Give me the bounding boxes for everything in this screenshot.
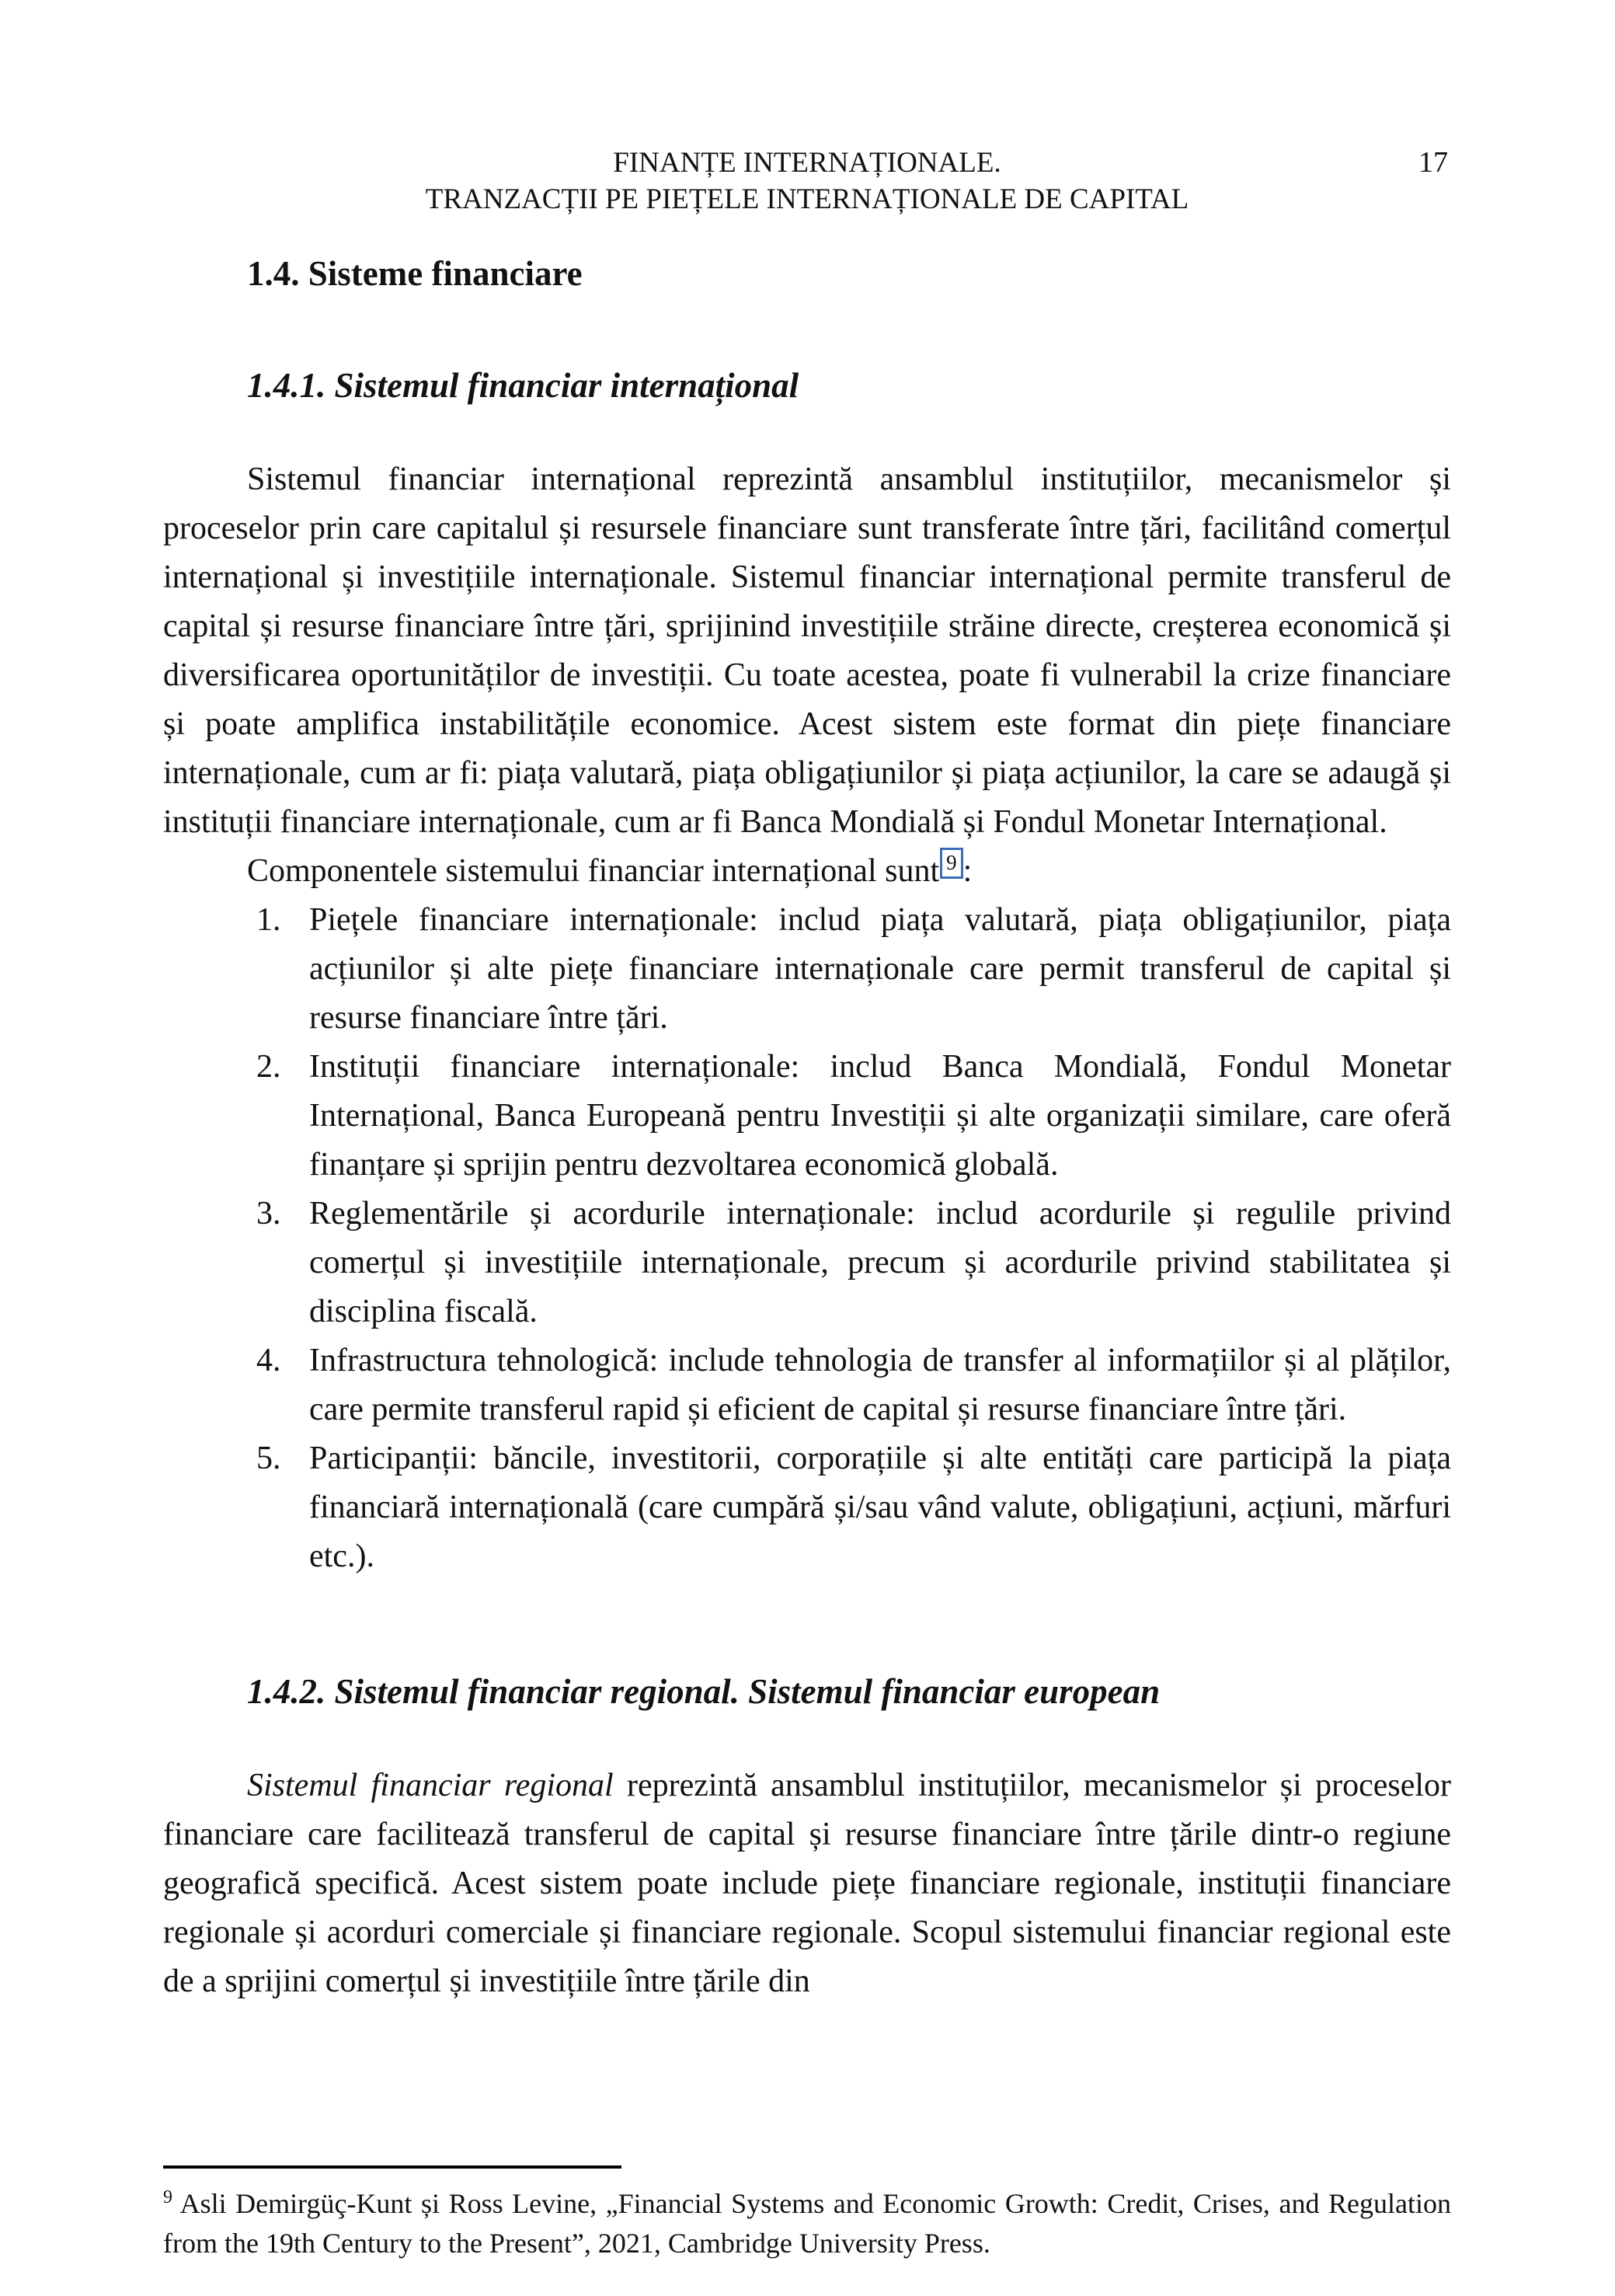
list-item-2 [256,1043,1451,1190]
footnote-ref-link[interactable]: 9 [940,848,963,879]
page-header [163,145,1451,218]
footnote-area [163,2165,1451,2263]
page-number: 17 [1418,146,1448,179]
components-list [163,896,1451,1581]
subsection-2-title: 1.4.2. Sistemul financiar regional. Sistemul financiar european [247,1672,1161,1711]
list-item-5-number: 5. [256,1441,281,1476]
components-tail-text: : [962,853,973,889]
list-item-1-text: Piețele financiare internaționale: includ piața valutară, piața obligațiunilor, piața acțiunilor și alte piețe financiare internaționale care permit transferul de capital și resurse financiare între țări. [309,902,1451,1036]
list-item-4-text: Infrastructura tehnologică: include tehnologia de transfer al informațiilor și al plăților, care permite transferul rapid și eficient de capital și resurse financiare între țări. [309,1343,1451,1427]
paragraph-components-lead-in [163,847,1451,896]
list-item-2-text: Instituții financiare internaționale: includ Banca Mondială, Fondul Monetar Internațional, Banca Europeană pentru Investiții și alte organizații similare, care oferă finanțare și sprijin pentru dezvoltarea economică globală. [309,1049,1451,1183]
list-item-4 [256,1336,1451,1434]
section-title: 1.4. Sisteme financiare [247,254,583,293]
list-item-1 [256,896,1451,1043]
list-item-4-number: 4. [256,1343,281,1378]
footnote-body-text: Asli Demirgüç-Kunt și Ross Levine, „Financial Systems and Economic Growth: Credit, Crises, and Regulation from the 19th Century to the Present”, 2021, Cambridge University Press. [163,2188,1451,2259]
regional-lead-italic: Sistemul financiar regional [247,1768,614,1803]
footnote-marker: 9 [163,2187,172,2207]
list-item-1-number: 1. [256,902,281,938]
running-head-line2: TRANZACȚII PE PIEȚELE INTERNAȚIONALE DE CAPITAL [425,183,1189,215]
list-item-5 [256,1434,1451,1581]
running-head-line1: FINANȚE INTERNAȚIONALE. [613,147,1001,179]
list-item-3 [256,1190,1451,1336]
footnote-separator-rule [163,2165,621,2169]
list-item-2-number: 2. [256,1049,281,1085]
list-item-3-text: Reglementările și acordurile internaționale: includ acordurile și regulile privind comerțul și investițiile internaționale, precum și acordurile privind stabilitatea și disciplina fiscală. [309,1196,1451,1329]
footnote [163,2184,1451,2263]
paragraph-intro: Sistemul financiar internațional reprezintă ansamblul instituțiilor, mecanismelor și proceselor prin care capitalul și resursele financiare sunt transferate între țări, facilitând comerțul internațional și investițiile internaționale. Sistemul financiar internațional permite transferul de capital și resurse financiare între țări, sprijinind investițiile străine directe, creșterea economică și diversificarea oportunităților de investiții. Cu toate acestea, poate fi vulnerabil la crize financiare și poate amplifica instabilitățile economice. Acest sistem este format din piețe financiare internaționale, cum ar fi: piața valutară, piața obligațiunilor și piața acțiunilor, la care se adaugă și instituții financiare internaționale, cum ar fi Banca Mondială și Fondul Monetar Internațional. [163,462,1451,840]
paragraph-regional [163,1761,1451,2006]
components-lead-text: Componentele sistemului financiar internațional sunt [247,853,940,889]
subsection-1-title: 1.4.1. Sistemul financiar internațional [247,366,799,405]
regional-rest-text: reprezintă ansamblul instituțiilor, mecanismelor și proceselor financiare care facilitează transferul de capital și resurse financiare între țările dintr-o regiune geografică specifică. Acest sistem poate include piețe financiare regionale, instituții financiare regionale și acorduri comerciale și financiare regionale. Scopul sistemului financiar regional este de a sprijini comerțul și investițiile între țările din [163,1768,1451,1999]
running-head [163,145,1451,218]
list-item-3-number: 3. [256,1196,281,1232]
list-item-5-text: Participanții: băncile, investitorii, corporațiile și alte entități care participă la piața financiară internațională (care cumpără și/sau vând valute, obligațiuni, acțiuni, mărfuri etc.). [309,1441,1451,1574]
